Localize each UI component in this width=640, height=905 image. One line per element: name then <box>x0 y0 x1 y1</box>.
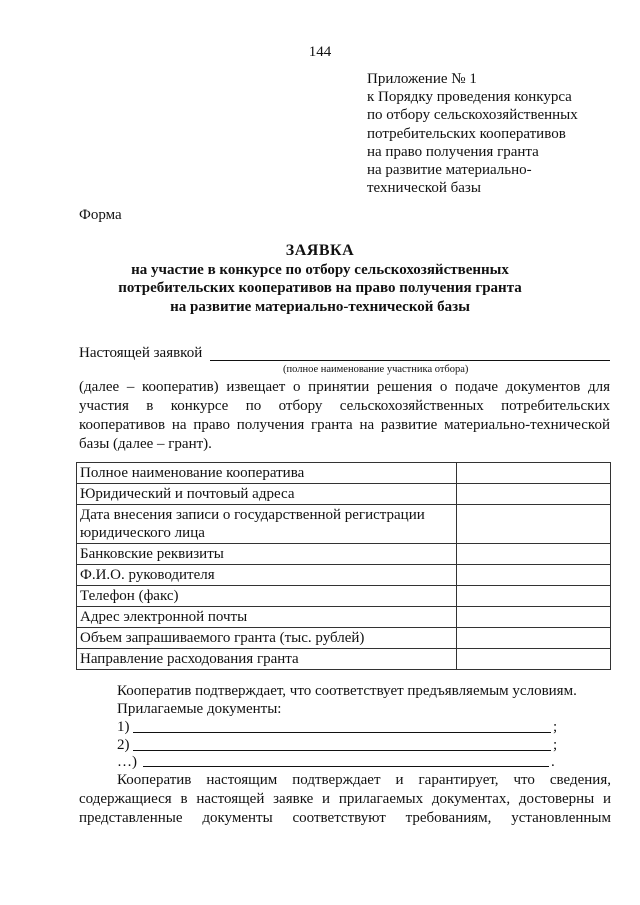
row-value-field[interactable] <box>457 484 611 505</box>
table-row <box>77 463 611 484</box>
participant-name-field[interactable] <box>210 360 610 361</box>
row-value-field[interactable] <box>457 607 611 628</box>
table-row <box>77 484 611 505</box>
page-number: 144 <box>308 44 332 60</box>
row-value-field[interactable] <box>457 586 611 607</box>
doc-3-field[interactable] <box>143 766 549 767</box>
form-label: Форма <box>79 207 122 223</box>
title-main: ЗАЯВКА <box>285 242 355 259</box>
row-label: Адрес электронной почты <box>77 607 457 628</box>
row-value-field[interactable] <box>457 544 611 565</box>
title-line: на участие в конкурсе по отбору сельскохозяйственных <box>131 261 509 278</box>
doc-1-semicolon: ; <box>553 719 558 735</box>
document-title <box>0 242 640 316</box>
row-label: Банковские реквизиты <box>77 544 457 565</box>
appendix-line: Приложение № 1 <box>367 71 477 87</box>
doc-2-field[interactable] <box>133 750 551 751</box>
intro-paragraph: (далее – кооператив) извещает о принятии решения о подаче документов для участия в конкурсе по отбору сельскохозяйственных потребительских кооперативов на право получения гранта на развитие материально-технической базы (далее – грант). <box>79 379 610 452</box>
row-label: Полное наименование кооператива <box>77 463 457 484</box>
table-row <box>77 565 611 586</box>
row-value-field[interactable] <box>457 628 611 649</box>
confirm-block <box>117 682 577 718</box>
final-statement-first-line: Кооператив настоящим подтверждает и гарантирует, что сведения, <box>117 772 611 788</box>
title-line: на развитие материально-технической базы <box>170 298 470 315</box>
intro-label: Настоящей заявкой <box>79 345 203 361</box>
appendix-line: на право получения гранта <box>367 143 539 160</box>
table-row <box>77 628 611 649</box>
row-label: Объем запрашиваемого гранта (тыс. рублей) <box>77 628 457 649</box>
row-label: Направление расходования гранта <box>77 649 457 670</box>
table-row <box>77 607 611 628</box>
row-value-field[interactable] <box>457 505 611 544</box>
appendix-line: потребительских кооперативов <box>367 125 566 142</box>
confirm-statement: Кооператив подтверждает, что соответствует предъявляемым условиям. <box>117 683 577 699</box>
doc-3-label: …) <box>117 754 137 770</box>
appendix-line: технической базы <box>367 180 481 197</box>
attached-docs-label: Прилагаемые документы: <box>117 701 282 717</box>
title-line: потребительских кооперативов на право получения гранта <box>118 280 522 297</box>
cooperative-info-table <box>76 462 611 670</box>
final-statement-continuation: содержащиеся в настоящей заявке и прилагаемых документах, достоверны и представленные документы соответствуют требованиям, установленным <box>79 791 611 826</box>
participant-name-hint: (полное наименование участника отбора) <box>283 364 469 375</box>
doc-2-semicolon: ; <box>553 737 558 753</box>
row-label: Ф.И.О. руководителя <box>77 565 457 586</box>
doc-1-label: 1) <box>117 719 130 735</box>
table-row <box>77 544 611 565</box>
appendix-line: по отбору сельскохозяйственных <box>367 107 578 124</box>
row-value-field[interactable] <box>457 463 611 484</box>
appendix-line: к Порядку проведения конкурса <box>367 89 572 106</box>
appendix-line: на развитие материально- <box>367 162 532 179</box>
row-value-field[interactable] <box>457 649 611 670</box>
row-label: Дата внесения записи о государственной регистрации юридического лица <box>77 505 457 544</box>
table-row <box>77 649 611 670</box>
doc-3-period: . <box>551 754 555 770</box>
row-value-field[interactable] <box>457 565 611 586</box>
row-label: Юридический и почтовый адреса <box>77 484 457 505</box>
doc-2-label: 2) <box>117 737 130 753</box>
appendix-header <box>367 70 578 197</box>
table-row <box>77 505 611 544</box>
table-row <box>77 586 611 607</box>
row-label: Телефон (факс) <box>77 586 457 607</box>
doc-1-field[interactable] <box>133 732 551 733</box>
